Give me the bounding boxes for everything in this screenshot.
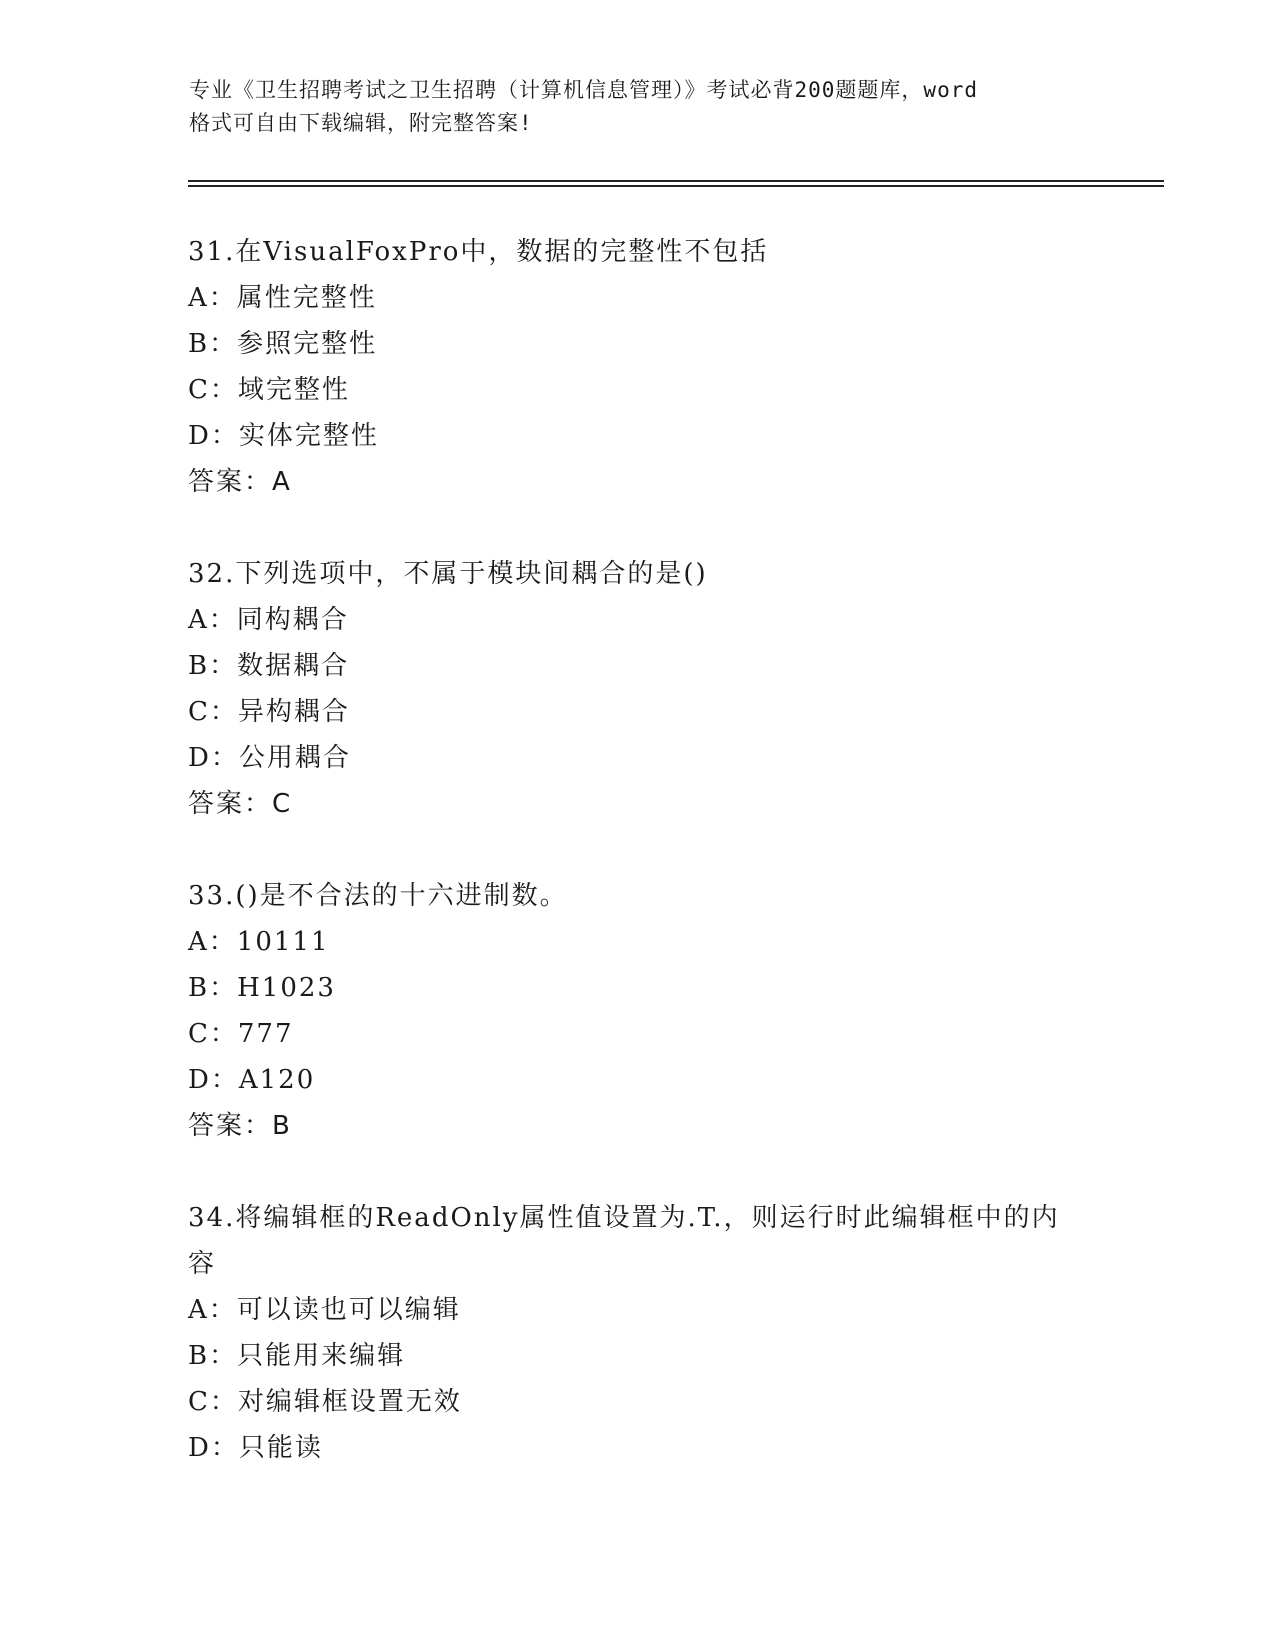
header-divider-bottom bbox=[188, 185, 1164, 187]
header-line-1: 专业《卫生招聘考试之卫生招聘（计算机信息管理）》考试必背200题题库，word bbox=[189, 78, 978, 102]
option-c: C：异构耦合 bbox=[188, 697, 350, 727]
option-c: C：对编辑框设置无效 bbox=[188, 1387, 462, 1417]
question-34 bbox=[188, 1195, 1088, 1471]
option-d: D：只能读 bbox=[188, 1433, 323, 1463]
header-divider-top bbox=[188, 180, 1164, 182]
option-c: C：域完整性 bbox=[188, 375, 350, 405]
option-b: B：只能用来编辑 bbox=[188, 1341, 406, 1371]
option-a: A：属性完整性 bbox=[188, 283, 377, 313]
question-stem: 32.下列选项中，不属于模块间耦合的是() bbox=[188, 559, 708, 589]
option-a: A：10111 bbox=[188, 927, 330, 957]
option-d: D：A120 bbox=[188, 1065, 316, 1095]
document-header bbox=[189, 74, 1089, 140]
option-a: A：同构耦合 bbox=[188, 605, 349, 635]
option-d: D：实体完整性 bbox=[188, 421, 379, 451]
option-d: D：公用耦合 bbox=[188, 743, 351, 773]
answer-line: 答案：B bbox=[188, 1111, 292, 1141]
header-line-2: 格式可自由下载编辑，附完整答案! bbox=[189, 111, 533, 135]
question-31 bbox=[188, 229, 1088, 505]
question-33 bbox=[188, 873, 1088, 1149]
question-stem-line-1: 34.将编辑框的ReadOnly属性值设置为.T.，则运行时此编辑框中的内 bbox=[188, 1203, 1060, 1233]
question-32 bbox=[188, 551, 1088, 827]
option-c: C：777 bbox=[188, 1019, 294, 1049]
question-stem: 33.()是不合法的十六进制数。 bbox=[188, 881, 568, 911]
option-b: B：数据耦合 bbox=[188, 651, 350, 681]
answer-line: 答案：C bbox=[188, 789, 293, 819]
option-b: B：参照完整性 bbox=[188, 329, 378, 359]
question-stem: 31.在VisualFoxPro中，数据的完整性不包括 bbox=[188, 237, 769, 267]
question-stem-line-2: 容 bbox=[188, 1249, 217, 1279]
answer-line: 答案：A bbox=[188, 467, 292, 497]
option-b: B：H1023 bbox=[188, 973, 336, 1003]
option-a: A：可以读也可以编辑 bbox=[188, 1295, 461, 1325]
